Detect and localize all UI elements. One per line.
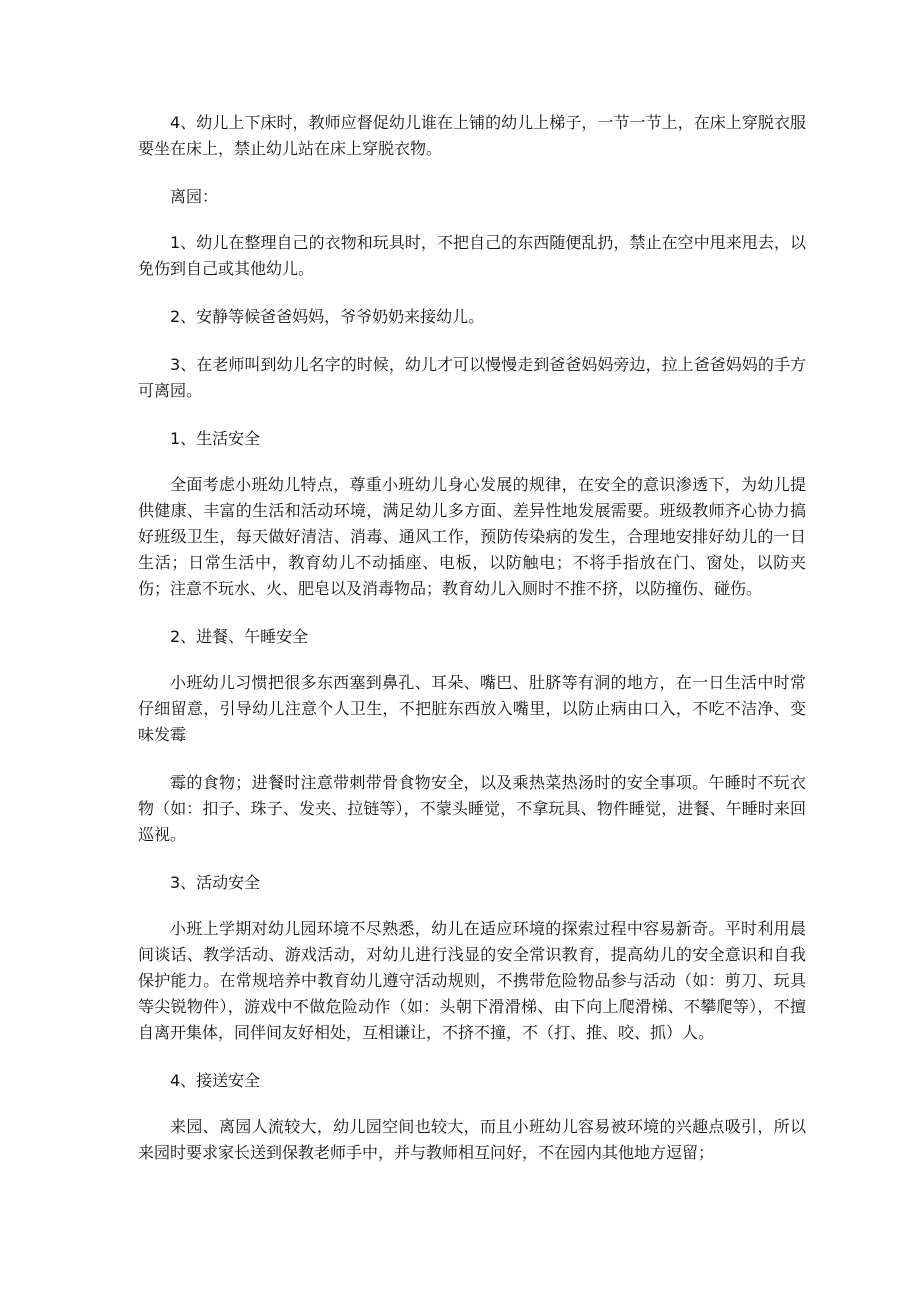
document-body (138, 110, 806, 1188)
paragraph-bed-safety: 4、幼儿上下床时，教师应督促幼儿谁在上铺的幼儿上梯子，一节一节上，在床上穿脱衣服要坐在床上，禁止幼儿站在床上穿脱衣物。 (138, 113, 806, 158)
paragraph-activity-safety: 小班上学期对幼儿园环境不尽熟悉，幼儿在适应环境的探索过程中容易新奇。平时利用晨间谈话、教学活动、游戏活动，对幼儿进行浅显的安全常识教育，提高幼儿的安全意识和自我保护能力。在常规培养中教育幼儿遵守活动规则，不携带危险物品参与活动（如：剪刀、玩具等尖锐物件），游戏中不做危险动作（如：头朝下滑滑梯、由下向上爬滑梯、不攀爬等），不擅自离开集体，同伴间友好相处，互相谦让，不挤不撞，不（打、推、咬、抓）人。 (138, 919, 806, 1042)
paragraph-life-safety: 全面考虑小班幼儿特点，尊重小班幼儿身心发展的规律，在安全的意识渗透下，为幼儿提供健康、丰富的生活和活动环境，满足幼儿多方面、差异性地发展需要。班级教师齐心协力搞好班级卫生，每天做好清洁、消毒、通风工作，预防传染病的发生，合理地安排好幼儿的一日生活；日常生活中，教育幼儿不动插座、电板，以防触电；不将手指放在门、窗处，以防夹伤；注意不玩水、火、肥皂以及消毒物品；教育幼儿入厕时不推不挤，以防撞伤、碰伤。 (138, 475, 806, 598)
heading-meal-nap-safety: 2、进餐、午睡安全 (170, 627, 309, 646)
paragraph-leaving-1: 1、幼儿在整理自己的衣物和玩具时，不把自己的东西随便乱扔，禁止在空中甩来甩去，以免伤到自己或其他幼儿。 (138, 233, 806, 278)
paragraph-leaving-3: 3、在老师叫到幼儿名字的时候，幼儿才可以慢慢走到爸爸妈妈旁边，拉上爸爸妈妈的手方可离园。 (138, 355, 806, 400)
paragraph-meal-nap-2: 霉的食物；进餐时注意带刺带骨食物安全，以及乘热菜热汤时的安全事项。午睡时不玩衣物（如：扣子、珠子、发夹、拉链等），不蒙头睡觉，不拿玩具、物件睡觉，进餐、午睡时来回巡视。 (138, 773, 806, 844)
heading-pickup-safety: 4、接送安全 (170, 1071, 261, 1090)
paragraph-meal-nap-1: 小班幼儿习惯把很多东西塞到鼻孔、耳朵、嘴巴、肚脐等有洞的地方，在一日生活中时常仔细留意，引导幼儿注意个人卫生，不把脏东西放入嘴里，以防止病由口入，不吃不洁净、变味发霉 (138, 673, 806, 744)
heading-activity-safety: 3、活动安全 (170, 873, 261, 892)
paragraph-pickup-safety: 来园、离园人流较大，幼儿园空间也较大，而且小班幼儿容易被环境的兴趣点吸引，所以来园时要求家长送到保教老师手中，并与教师相互问好，不在园内其他地方逗留； (138, 1117, 806, 1162)
heading-life-safety: 1、生活安全 (170, 429, 261, 448)
heading-leaving: 离园： (170, 187, 219, 206)
paragraph-leaving-2: 2、安静等候爸爸妈妈，爷爷奶奶来接幼儿。 (170, 307, 485, 326)
